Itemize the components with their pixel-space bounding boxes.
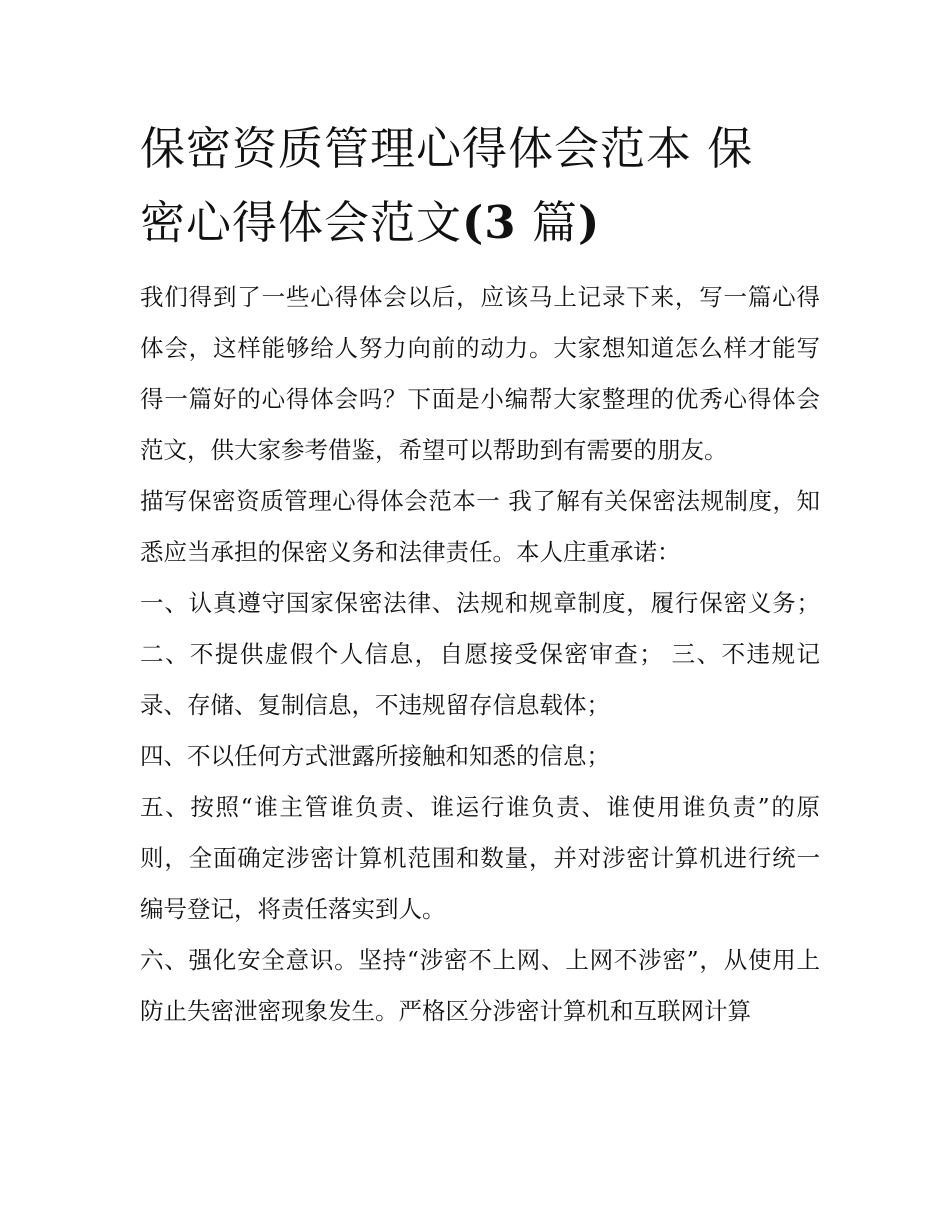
title-line-2 bbox=[140, 196, 600, 249]
paragraph-item-1-3: 一、认真遵守国家保密法律、法规和规章制度，履行保密义务； 二、不提供虚假个人信息，自愿接受保密审查； 三、不违规记录、存储、复制信息，不违规留存信息载体； bbox=[140, 589, 820, 719]
document-title bbox=[140, 112, 820, 260]
title-count-unit: 篇 bbox=[516, 196, 578, 249]
title-line-1: 保密资质管理心得体会范本 保 bbox=[140, 122, 754, 175]
title-paren-close: ) bbox=[577, 196, 601, 249]
title-line-2-text: 密心得体会范文 bbox=[140, 196, 463, 249]
document-content bbox=[140, 112, 820, 1037]
document-body bbox=[140, 272, 820, 1037]
paragraph-intro: 我们得到了一些心得体会以后，应该马上记录下来，写一篇心得体会，这样能够给人努力向前的动力。大家想知道怎么样才能写得一篇好的心得体会吗？下面是小编帮大家整理的优秀心得体会范文，供大家参考借鉴，希望可以帮助到有需要的朋友。 bbox=[140, 283, 820, 464]
paragraph-section-heading: 描写保密资质管理心得体会范本一 我了解有关保密法规制度，知悉应当承担的保密义务和法律责任。本人庄重承诺： bbox=[140, 487, 820, 566]
paragraph-item-4: 四、不以任何方式泄露所接触和知悉的信息； bbox=[140, 742, 610, 770]
paragraph-item-5: 五、按照“谁主管谁负责、谁运行谁负责、谁使用谁负责”的原则，全面确定涉密计算机范围和数量，并对涉密计算机进行统一编号登记，将责任落实到人。 bbox=[140, 793, 820, 923]
paragraph-item-6: 六、强化安全意识。坚持“涉密不上网、上网不涉密”，从使用上防止失密泄密现象发生。严格区分涉密计算机和互联网计算 bbox=[140, 946, 820, 1025]
title-paren-open: (3 bbox=[462, 196, 517, 249]
